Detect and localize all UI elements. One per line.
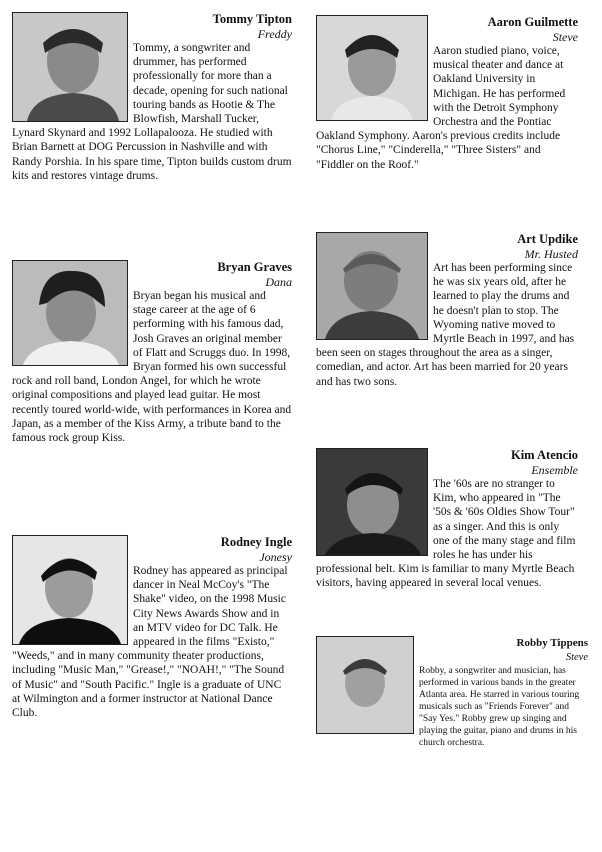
- role-name: Steve: [552, 30, 578, 44]
- headshot-photo: [316, 15, 428, 121]
- bio-text: Tommy, a songwriter and drummer, has performed professionally for more than a decade, opening for such national touring bands as Hootie & The Blowfish, Marshall Tucker, Lynard Skynard and 1992 Lollapalooza. He studied with Brian Barnett at DOG Percussion in Nashville and with Randy Porshia. In his spare time, Tipton builds custom drum kits and restores vintage drums.: [12, 42, 292, 182]
- bio-text: Aaron studied piano, voice, musical theater and dance at Oakland University in Michigan. He has performed with the Detroit Symphony Orchestra and the Pontiac Oakland Symphony. Aaron's previous credits include "Chorus Line," "Cinderella," "Three Sisters" and "Fiddler on the Roof.": [316, 45, 566, 171]
- bio-text: Rodney has appeared as principal dancer in Neal McCoy's "The Shake" video, on the 1998 Music City News Awards Show and in an MTV video for DC Talk. He appeared in the films "Existo," "Weeds," and in many community theater productions, including "Music Man," "Grease!," "NOAH!," "The Sound of Music" and "South Pacific." Ingle is a graduate of UNC at Wilmington and a former instructor at National Dance Club.: [12, 565, 288, 720]
- bio-text: Robby, a songwriter and musician, has performed in various bands in the greater Atlanta area. He starred in various touring musicals such as "Friends Forever" and "Say Yes." Robby grew up singing and playing the guitar, piano and drums in his church orchestra.: [419, 666, 580, 748]
- bio-rodney-ingle: [12, 535, 292, 720]
- bio-tommy-tipton: [12, 12, 292, 183]
- bio-robby-tippens: [316, 636, 588, 749]
- bio-bryan-graves: [12, 260, 292, 445]
- headshot-photo: [12, 12, 128, 122]
- performer-name: Aaron Guilmette: [487, 15, 578, 29]
- role-name: Ensemble: [531, 463, 578, 477]
- role-name: Steve: [565, 652, 588, 663]
- role-name: Mr. Husted: [524, 247, 578, 261]
- performer-name: Robby Tippens: [516, 637, 588, 649]
- performer-name: Tommy Tipton: [212, 12, 292, 26]
- bio-text: Art has been performing since he was six years old, after he learned to play the drums and he doesn't plan to stop. The Wyoming native moved to Myrtle Beach in 1997, and has been seen on stages throughout the area as a singer, comedian, and actor. Art has been married for 20 years and has two sons.: [316, 262, 575, 388]
- performer-name: Kim Atencio: [510, 448, 578, 462]
- bio-art-updike: [316, 232, 578, 389]
- headshot-photo: [316, 448, 428, 556]
- headshot-photo: [12, 535, 128, 645]
- headshot-photo: [316, 232, 428, 340]
- role-name: Dana: [265, 275, 292, 289]
- role-name: Jonesy: [259, 550, 292, 564]
- bio-kim-atencio: [316, 448, 578, 591]
- bio-text: The '60s are no stranger to Kim, who appeared in "The '50s & '60s Oldies Show Tour" as a singer. And this is only one of the many stage and film roles he has under his professional belt. Kim is familiar to many Myrtle Beach visitors, having appeared in several local venues.: [316, 478, 576, 590]
- performer-name: Art Updike: [517, 232, 578, 246]
- headshot-photo: [12, 260, 128, 366]
- headshot-photo: [316, 636, 414, 734]
- bio-text: Bryan began his musical and stage career at the age of 6 performing with his famous dad, Josh Graves an original member of Flatt and Scruggs duo. In 1998, Bryan formed his own successful rock and roll band, London Angel, for which he wrote original compositions and played lead guitar. He most recently toured world-wide, with performances in Korea and Japan, as a member of the Kiss Army, a tribute band to the famous rock group Kiss.: [12, 290, 292, 445]
- bio-aaron-guilmette: [316, 15, 578, 172]
- performer-name: Bryan Graves: [217, 260, 292, 274]
- performer-name: Rodney Ingle: [220, 535, 292, 549]
- role-name: Freddy: [257, 27, 292, 41]
